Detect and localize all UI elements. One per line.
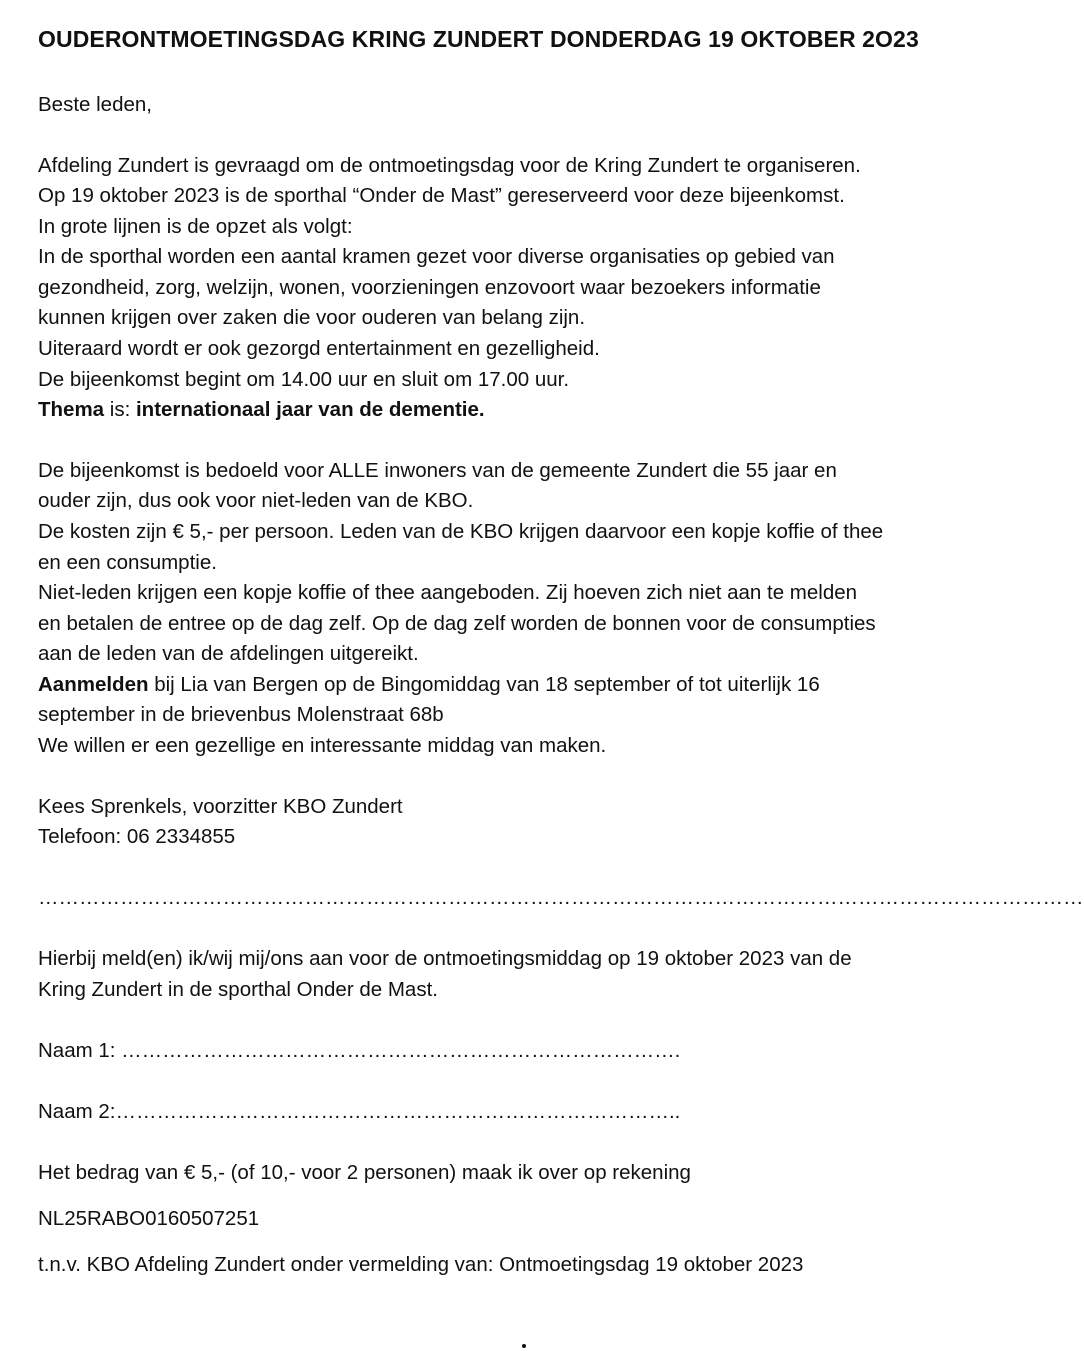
details-line-6: en betalen de entree op de dag zelf. Op de dag zelf worden de bonnen voor de consumpties bbox=[38, 612, 876, 635]
intro-line-1: Afdeling Zundert is gevraagd om de ontmoetingsdag voor de Kring Zundert te organiseren. bbox=[38, 154, 861, 177]
intro-line-8: De bijeenkomst begint om 14.00 uur en sluit om 17.00 uur. bbox=[38, 368, 570, 391]
separator-dots: ……………………………………………………………………………………………………………………………………… bbox=[38, 886, 1084, 909]
intro-line-2: Op 19 oktober 2023 is de sporthal “Onder de Mast” gereserveerd voor deze bijeenkomst. bbox=[38, 184, 845, 207]
form-line-2: Kring Zundert in de sporthal Onder de Mast. bbox=[38, 978, 438, 1001]
tnv-line: t.n.v. KBO Afdeling Zundert onder vermelding van: Ontmoetingsdag 19 oktober 2023 bbox=[38, 1253, 804, 1276]
details-line-5: Niet-leden krijgen een kopje koffie of thee aangeboden. Zij hoeven zich niet aan te melden bbox=[38, 581, 858, 604]
name-2-field[interactable]: Naam 2:……………………………………………………………………….. bbox=[38, 1100, 681, 1123]
stray-mark bbox=[522, 1344, 526, 1348]
amount-line: Het bedrag van € 5,- (of 10,- voor 2 personen) maak ik over op rekening bbox=[38, 1161, 691, 1184]
theme-is: is: bbox=[104, 398, 136, 421]
intro-line-7: Uiteraard wordt er ook gezorgd entertainment en gezelligheid. bbox=[38, 337, 600, 360]
theme-value: internationaal jaar van de dementie. bbox=[135, 398, 485, 421]
details-line-10: We willen er een gezellige en interessante middag van maken. bbox=[38, 734, 607, 757]
signature-name: Kees Sprenkels, voorzitter KBO Zundert bbox=[38, 795, 403, 818]
details-line-9: september in de brievenbus Molenstraat 68b bbox=[38, 703, 444, 726]
signup-label: Aanmelden bbox=[38, 673, 149, 696]
details-line-1: De bijeenkomst is bedoeld voor ALLE inwoners van de gemeente Zundert die 55 jaar en bbox=[38, 459, 837, 482]
intro-line-6: kunnen krijgen over zaken die voor ouderen van belang zijn. bbox=[38, 306, 586, 329]
form-line-1: Hierbij meld(en) ik/wij mij/ons aan voor de ontmoetingsmiddag op 19 oktober 2023 van de bbox=[38, 947, 852, 970]
signup-rest: bij Lia van Bergen op de Bingomiddag van 18 september of tot uiterlijk 16 bbox=[148, 673, 820, 696]
details-line-4: en een consumptie. bbox=[38, 551, 217, 574]
greeting: Beste leden, bbox=[38, 93, 152, 116]
signature-phone: Telefoon: 06 2334855 bbox=[38, 825, 236, 848]
document-title: OUDERONTMOETINGSDAG KRING ZUNDERT DONDERDAG 19 OKTOBER 2O23 bbox=[38, 26, 919, 52]
theme-label: Thema bbox=[38, 398, 105, 421]
details-line-7: aan de leden van de afdelingen uitgereikt. bbox=[38, 642, 419, 665]
name-1-field[interactable]: Naam 1: ………………………………………………………………………. bbox=[38, 1039, 681, 1062]
iban-line: NL25RABO0160507251 bbox=[38, 1207, 260, 1230]
signup-line bbox=[38, 670, 820, 700]
intro-line-4: In de sporthal worden een aantal kramen gezet voor diverse organisaties op gebied van bbox=[38, 245, 835, 268]
theme-line bbox=[38, 395, 485, 425]
details-line-2: ouder zijn, dus ook voor niet-leden van de KBO. bbox=[38, 489, 474, 512]
details-line-3: De kosten zijn € 5,- per persoon. Leden van de KBO krijgen daarvoor een kopje koffie of thee bbox=[38, 520, 884, 543]
intro-line-5: gezondheid, zorg, welzijn, wonen, voorzieningen enzovoort waar bezoekers informatie bbox=[38, 276, 821, 299]
intro-line-3: In grote lijnen is de opzet als volgt: bbox=[38, 215, 353, 238]
